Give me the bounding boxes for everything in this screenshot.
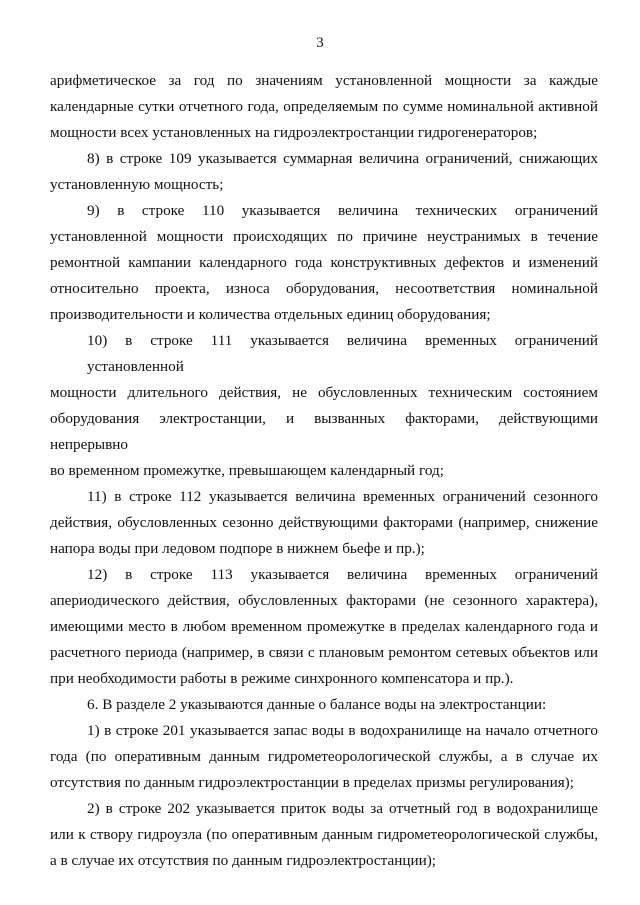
text-line: 11) в строке 112 указывается величина временных ограничений сезонного [87,488,598,505]
page-number: 3 [316,35,324,51]
document-body [50,68,598,874]
text-line: 8) в строке 109 указывается суммарная величина ограничений, снижающих [87,150,598,167]
text-line: при необходимости работы в режиме синхронного компенсатора и пр.). [50,670,514,687]
paragraph-s6p2 [50,796,598,874]
text-line: имеющими место в любом временном промежутке в пределах календарного года и [50,618,598,635]
text-line: 10) в строке 111 указывается величина временных ограничений установленной [87,332,598,375]
paragraph-p11 [50,484,598,562]
text-line: напора воды при ледовом подпоре в нижнем бьефе и пр.); [50,540,425,557]
text-line: года (по оперативным данным гидрометеорологической службы, а в случае их [50,748,598,765]
paragraph-p0 [50,68,598,146]
text-line: установленную мощность; [50,176,224,193]
paragraph-p10 [50,328,598,484]
text-line: действия, обусловленных сезонно действующими факторами (например, снижение [50,514,598,531]
paragraph-s6p1 [50,718,598,796]
paragraph-p12 [50,562,598,692]
text-line: 6. В разделе 2 указываются данные о балансе воды на электростанции: [87,696,547,713]
text-line: апериодического действия, обусловленных факторами (не сезонного характера), [50,592,598,609]
text-line: или к створу гидроузла (по оперативным данным гидрометеорологической службы, [50,826,598,843]
text-line: расчетного периода (например, в связи с плановым ремонтом сетевых объектов или [50,644,598,661]
paragraph-p9 [50,198,598,328]
text-line: оборудования электростанции, и вызванных факторами, действующими непрерывно [50,410,598,453]
paragraph-s6 [50,692,598,718]
text-line: установленной мощности происходящих по причине неустранимых в течение [50,228,598,245]
text-line: мощности всех установленных на гидроэлектростанции гидрогенераторов; [50,124,538,141]
text-line: во временном промежутке, превышающем календарный год; [50,462,444,479]
text-line: 9) в строке 110 указывается величина технических ограничений [87,202,598,219]
text-line: отсутствия по данным гидроэлектростанции в пределах призмы регулирования); [50,774,574,791]
text-line: 12) в строке 113 указывается величина временных ограничений [87,566,598,583]
paragraph-p8 [50,146,598,198]
text-line: 2) в строке 202 указывается приток воды за отчетный год в водохранилище [87,800,598,817]
text-line: арифметическое за год по значениям установленной мощности за каждые [50,72,598,89]
text-line: ремонтной кампании календарного года конструктивных дефектов и изменений [50,254,598,271]
text-line: мощности длительного действия, не обусловленных техническим состоянием [50,384,598,401]
text-line: относительно проекта, износа оборудования, несоответствия номинальной [50,280,598,297]
text-line: производительности и количества отдельных единиц оборудования; [50,306,491,323]
text-line: а в случае их отсутствия по данным гидроэлектростанции); [50,852,437,869]
text-line: 1) в строке 201 указывается запас воды в водохранилище на начало отчетного [87,722,598,739]
text-line: календарные сутки отчетного года, определяемым по сумме номинальной активной [50,98,598,115]
